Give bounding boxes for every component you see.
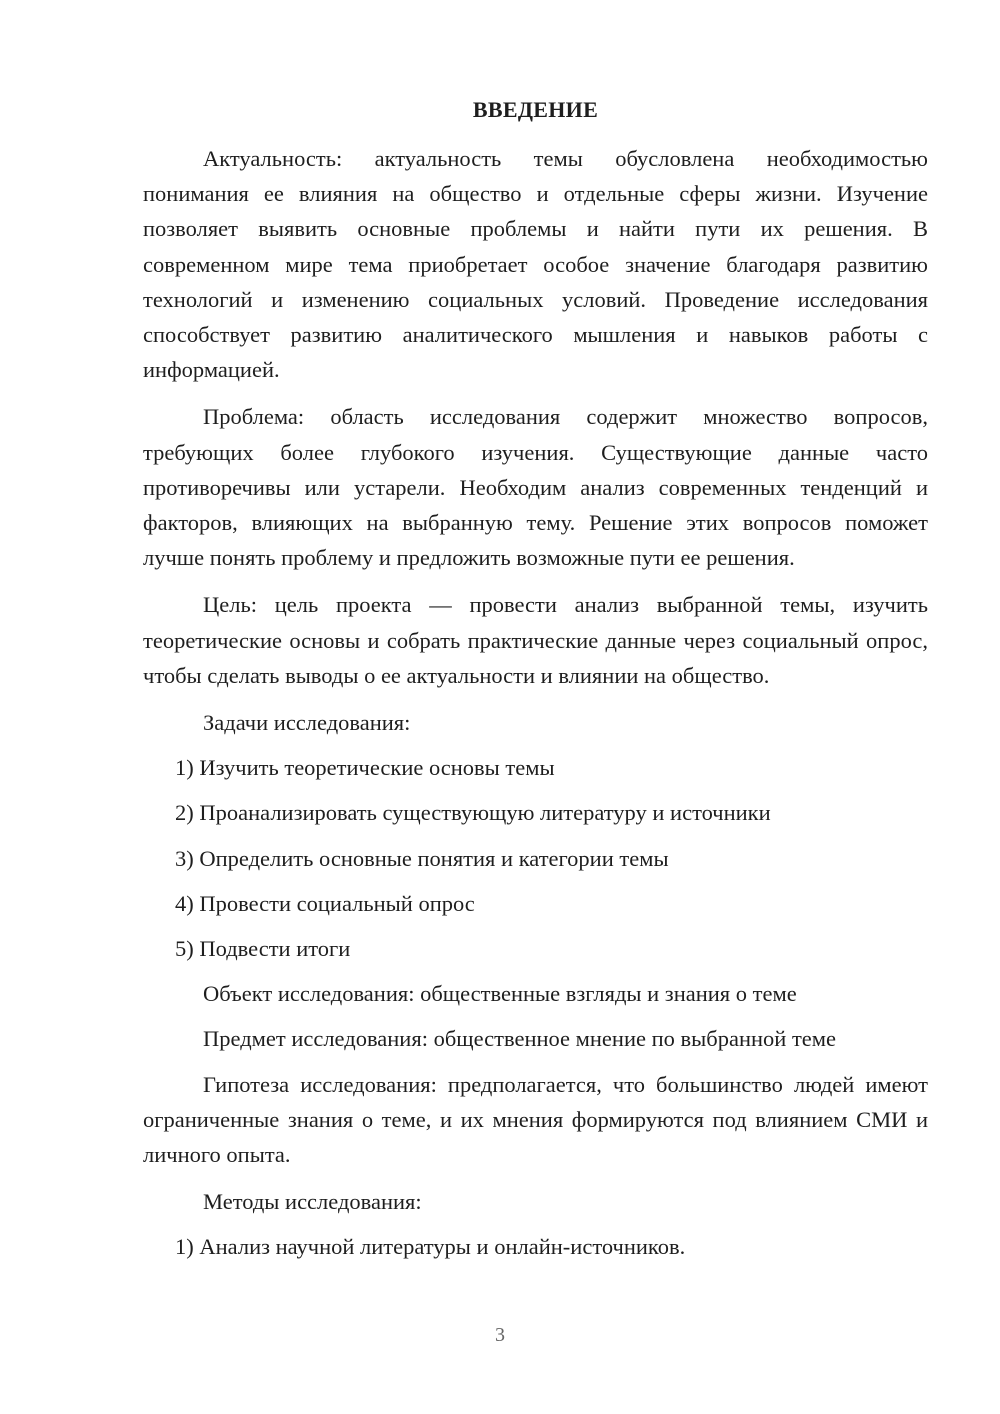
research-subject: Предмет исследования: общественное мнение по выбранной теме — [203, 1026, 836, 1052]
problem-paragraph: Проблема: область исследования содержит множество вопросов, требующих более глубокого изучения. Существующие данные часто противоречивы или устарели. Необходим анализ современных тенденций и факторов, влияющих на выбранную тему. Решение этих вопросов поможет лучше понять проблему и предложить возможные пути ее решения. — [143, 404, 928, 571]
methods-heading: Методы исследования: — [203, 1189, 422, 1215]
goal-paragraph: Цель: цель проекта — провести анализ выбранной темы, изучить теоретические основы и собрать практические данные через социальный опрос, чтобы сделать выводы о ее актуальности и влиянии на общество. — [143, 592, 928, 688]
method-item-1: 1) Анализ научной литературы и онлайн-источников. — [175, 1234, 686, 1260]
task-item-3: 3) Определить основные понятия и категории темы — [175, 845, 669, 871]
task-item-5: 5) Подвести итоги — [175, 936, 351, 962]
page-content — [143, 92, 928, 1275]
task-item-1: 1) Изучить теоретические основы темы — [175, 755, 555, 781]
page-number: 3 — [495, 1324, 505, 1346]
task-item-2: 2) Проанализировать существующую литературу и источники — [175, 800, 771, 826]
hypothesis-paragraph: Гипотеза исследования: предполагается, что большинство людей имеют ограниченные знания о теме, и их мнения формируются под влиянием СМИ и личного опыта. — [143, 1071, 928, 1168]
section-title: ВВЕДЕНИЕ — [472, 97, 599, 122]
task-item-4: 4) Провести социальный опрос — [175, 890, 475, 916]
relevance-paragraph: Актуальность: актуальность темы обусловлена необходимостью понимания ее влияния на общество и отдельные сферы жизни. Изучение позволяет выявить основные проблемы и найти пути их решения. В современном мире тема приобретает особое значение благодаря развитию технологий и изменению социальных условий. Проведение исследования способствует развитию аналитического мышления и навыков работы с информацией. — [143, 146, 928, 383]
research-object: Объект исследования: общественные взгляды и знания о теме — [203, 981, 797, 1007]
tasks-heading: Задачи исследования: — [203, 710, 411, 736]
